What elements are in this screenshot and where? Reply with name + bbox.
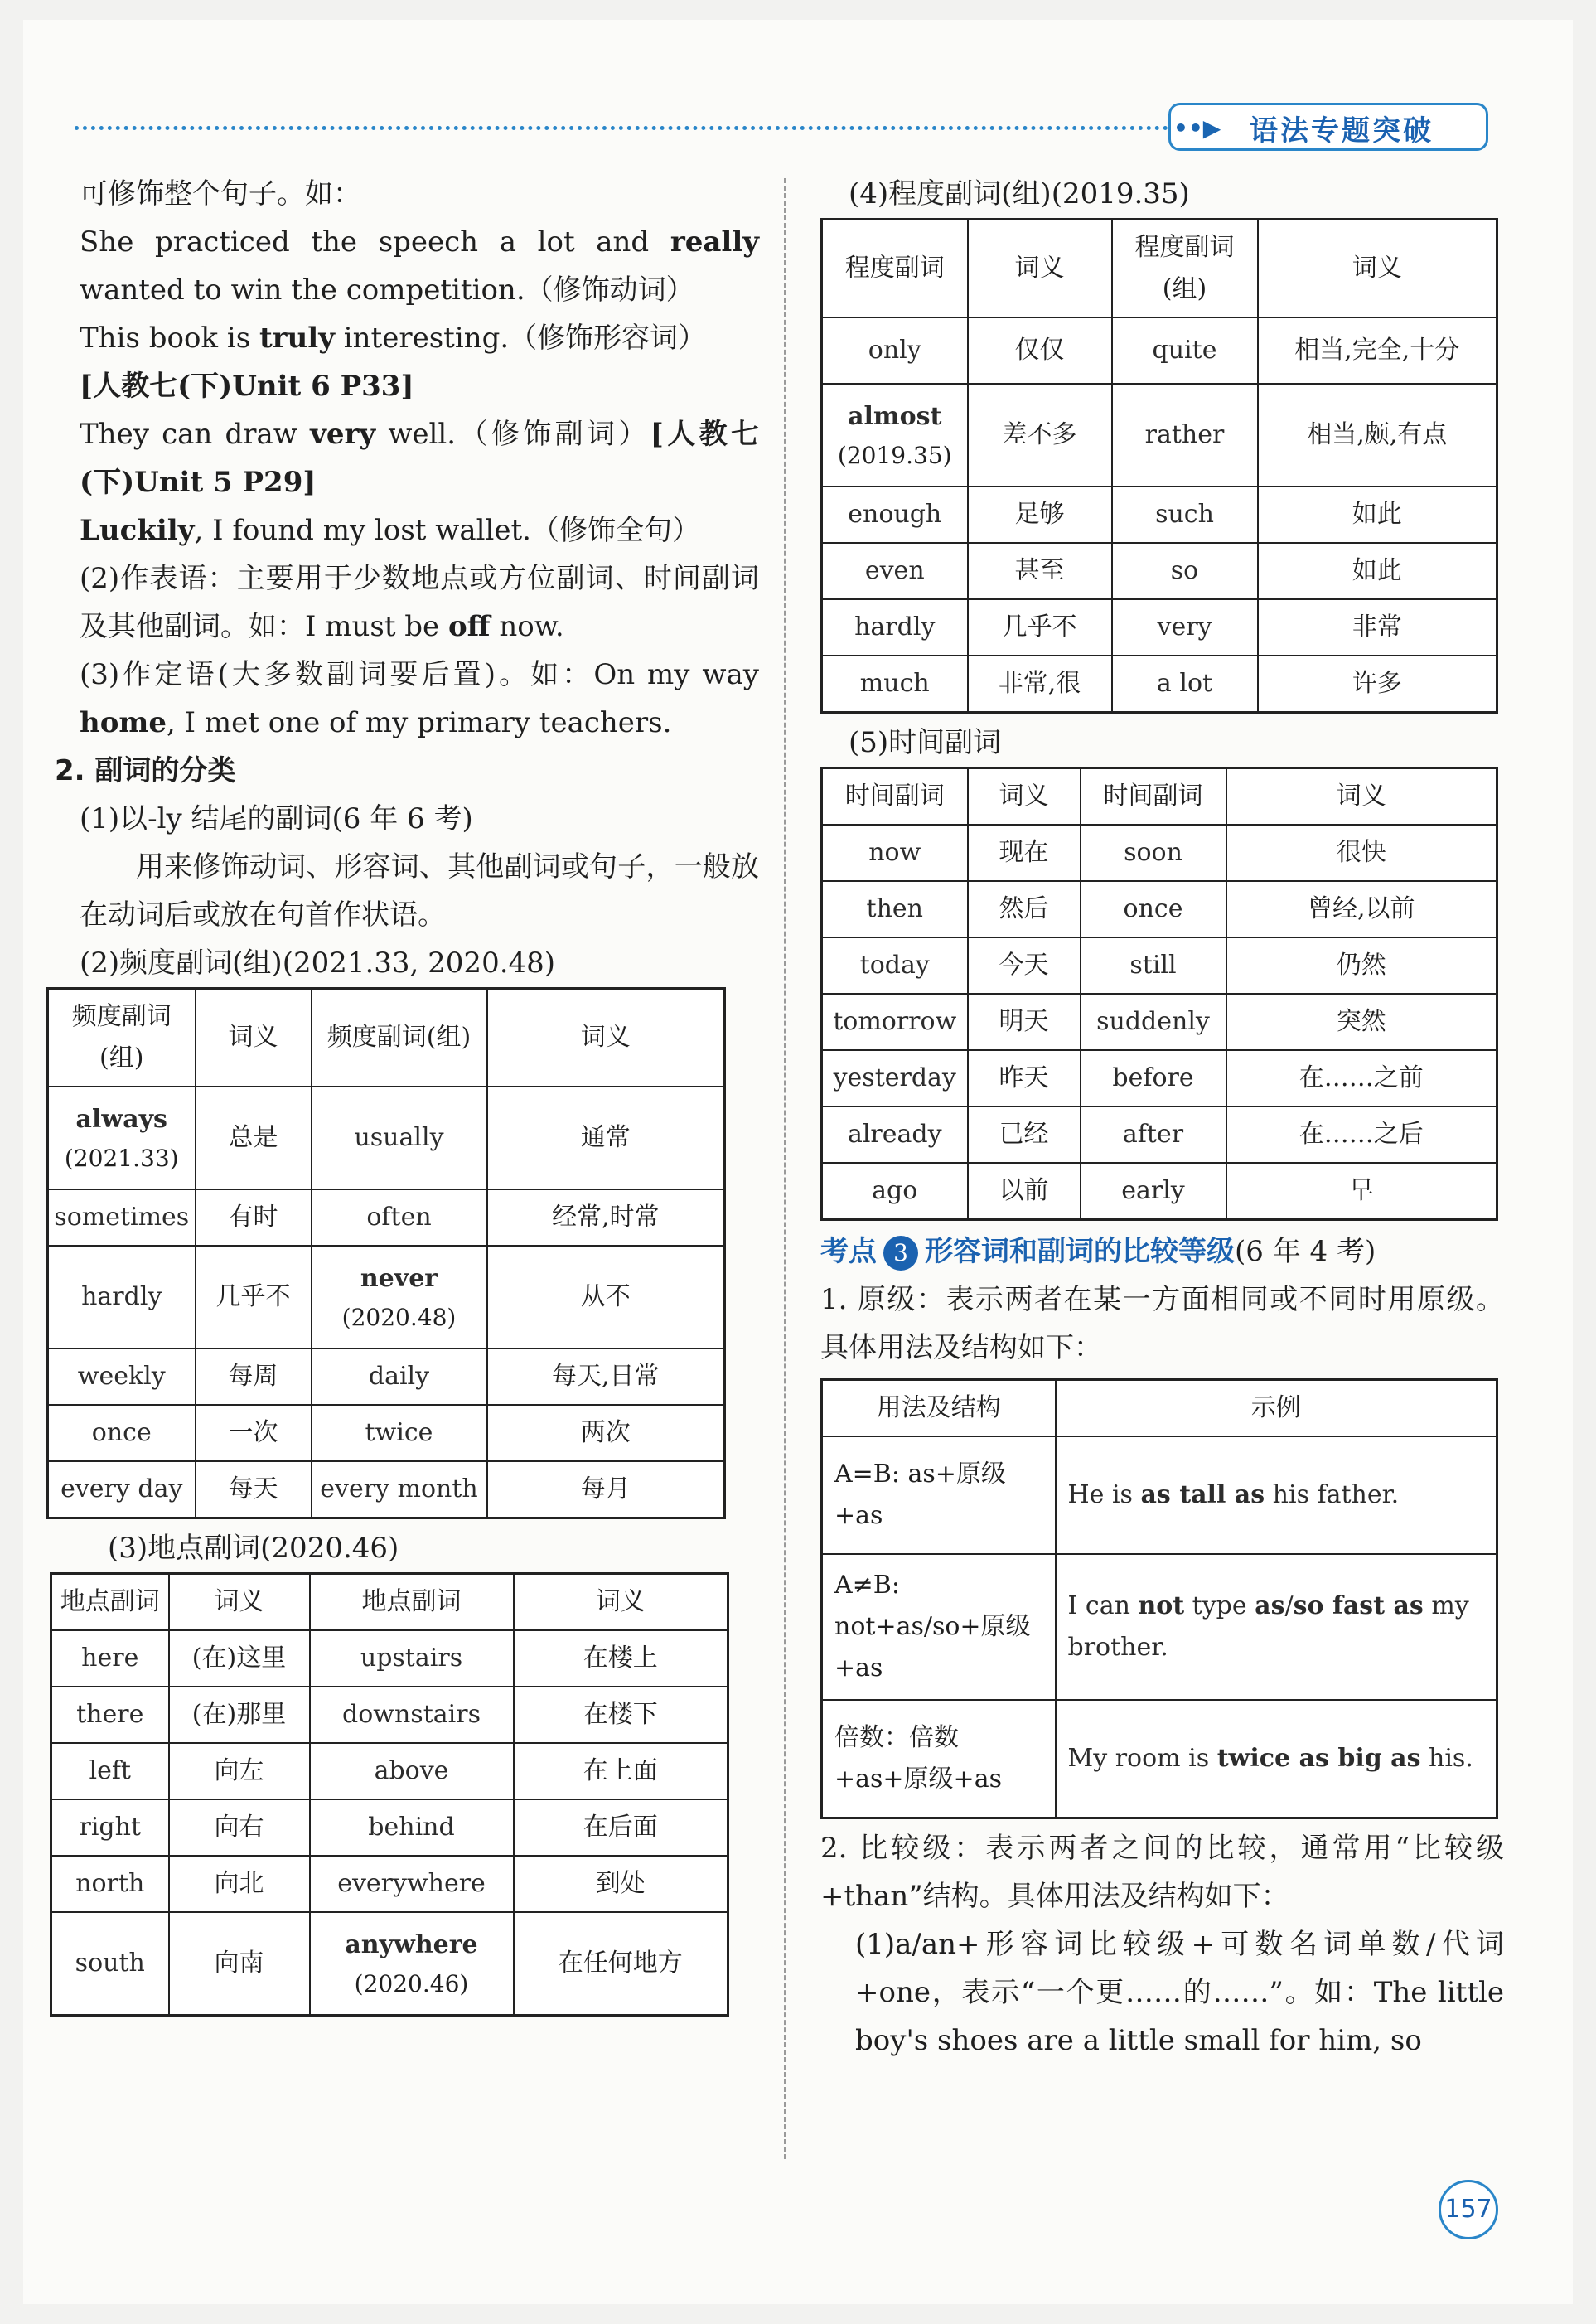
table-row xyxy=(51,1743,728,1799)
table-header: 词义 xyxy=(514,1574,728,1631)
table-header: 频度副词(组) xyxy=(312,989,487,1087)
table-cell: 一次 xyxy=(196,1405,312,1461)
table-cell: 每天,日常 xyxy=(487,1348,725,1405)
subheading: (1)以-ly 结尾的副词(6 年 6 考) xyxy=(80,802,473,835)
table-header: 频度副词(组) xyxy=(48,989,196,1087)
table-cell: very xyxy=(1112,599,1258,656)
key-point-number-badge: 3 xyxy=(883,1236,918,1271)
table-header: 程度副词(组) xyxy=(1112,220,1258,318)
table-cell: right xyxy=(51,1799,169,1856)
table-cell: behind xyxy=(310,1799,514,1856)
table-cell: almost (2019.35) xyxy=(822,384,968,487)
table-cell: 很快 xyxy=(1226,825,1497,881)
table-cell: after xyxy=(1081,1106,1226,1163)
table-row xyxy=(822,994,1497,1050)
table-cell: twice xyxy=(312,1405,487,1461)
table-row xyxy=(48,1087,725,1189)
table-cell: never (2020.48) xyxy=(312,1246,487,1348)
table-cell: hardly xyxy=(48,1246,196,1348)
table-cell: 在……之后 xyxy=(1226,1106,1497,1163)
table-row xyxy=(822,599,1497,656)
textbook-reference: [人教七(下)Unit 6 P33] xyxy=(80,370,414,403)
table-cell: 突然 xyxy=(1226,994,1497,1050)
table-cell: 通常 xyxy=(487,1087,725,1189)
table-cell: 总是 xyxy=(196,1087,312,1189)
table-cell: 在上面 xyxy=(514,1743,728,1799)
header-arrow-icon: ••▶ xyxy=(1173,114,1221,142)
table-cell: 在后面 xyxy=(514,1799,728,1856)
table-header: 示例 xyxy=(1056,1380,1497,1437)
table-cell: 从不 xyxy=(487,1246,725,1348)
table-row xyxy=(48,1405,725,1461)
table-header: 词义 xyxy=(968,768,1081,826)
table-cell: 明天 xyxy=(968,994,1081,1050)
table-cell: A≠B: not+as/so+原级+as xyxy=(822,1554,1056,1700)
table-cell: even xyxy=(822,543,968,599)
table-cell: 到处 xyxy=(514,1856,728,1912)
table-caption: (5)时间副词 xyxy=(849,726,1002,759)
table-cell: 已经 xyxy=(968,1106,1081,1163)
table-cell: left xyxy=(51,1743,169,1799)
table-cell: rather xyxy=(1112,384,1258,487)
table-row xyxy=(822,881,1497,937)
paragraph: 1. 原级：表示两者在某一方面相同或不同时用原级。具体用法及结构如下： xyxy=(820,1283,1504,1364)
table-cell: weekly xyxy=(48,1348,196,1405)
table-cell: before xyxy=(1081,1050,1226,1106)
table-row xyxy=(822,1163,1497,1220)
table-cell: much xyxy=(822,656,968,713)
table-cell: 如此 xyxy=(1258,543,1497,599)
table-row xyxy=(822,543,1497,599)
table-cell: 几乎不 xyxy=(196,1246,312,1348)
table-cell: 在任何地方 xyxy=(514,1912,728,2016)
table-header: 用法及结构 xyxy=(822,1380,1056,1437)
table-cell: My room is twice as big as his. xyxy=(1056,1700,1497,1818)
table-cell: enough xyxy=(822,487,968,543)
table-cell: 足够 xyxy=(968,487,1112,543)
header-title: 语法专题突破 xyxy=(1250,114,1434,148)
table-cell: He is as tall as his father. xyxy=(1056,1436,1497,1554)
paragraph: (1)a/an+形容词比较级+可数名词单数/代词+one，表示“一个更……的……”。如：The little boy's shoes are a little small for him, so xyxy=(855,1927,1504,2057)
table-row xyxy=(822,1436,1497,1554)
table-cell: often xyxy=(312,1189,487,1246)
table-row xyxy=(48,1348,725,1405)
table-cell: above xyxy=(310,1743,514,1799)
table-cell: upstairs xyxy=(310,1630,514,1687)
table-header: 词义 xyxy=(968,220,1112,318)
header-dotted-rule xyxy=(75,126,1168,130)
table-row xyxy=(822,1050,1497,1106)
table-row xyxy=(51,1912,728,2016)
table-cell: every month xyxy=(312,1461,487,1518)
time-adverb-table xyxy=(820,767,1498,1221)
frequency-adverb-table xyxy=(46,987,726,1519)
table-caption: (2)频度副词(组)(2021.33, 2020.48) xyxy=(80,947,556,980)
table-row xyxy=(822,1700,1497,1818)
table-cell: 每天 xyxy=(196,1461,312,1518)
table-row xyxy=(822,384,1497,487)
table-cell: 仅仅 xyxy=(968,317,1112,384)
table-cell: such xyxy=(1112,487,1258,543)
table-row xyxy=(51,1630,728,1687)
table-row xyxy=(48,1189,725,1246)
example-sentence: She practiced the speech a lot and really wanted to win the competition.（修饰动词） xyxy=(80,225,759,307)
table-cell: 早 xyxy=(1226,1163,1497,1220)
table-cell: 现在 xyxy=(968,825,1081,881)
paragraph: (3)作定语(大多数副词要后置)。如：On my way home, I met one of my primary teachers. xyxy=(80,658,759,739)
table-cell: suddenly xyxy=(1081,994,1226,1050)
table-cell: ago xyxy=(822,1163,968,1220)
table-cell: yesterday xyxy=(822,1050,968,1106)
table-row xyxy=(51,1856,728,1912)
table-cell: 今天 xyxy=(968,937,1081,994)
table-cell: 差不多 xyxy=(968,384,1112,487)
table-cell: there xyxy=(51,1687,169,1743)
table-cell: once xyxy=(48,1405,196,1461)
table-cell: quite xyxy=(1112,317,1258,384)
table-cell: A=B: as+原级+as xyxy=(822,1436,1056,1554)
positive-degree-table xyxy=(820,1378,1498,1819)
paragraph: 2. 比较级：表示两者之间的比较，通常用“比较级+than”结构。具体用法及结构如下： xyxy=(820,1831,1504,1913)
table-cell: only xyxy=(822,317,968,384)
table-cell: sometimes xyxy=(48,1189,196,1246)
table-row xyxy=(822,1554,1497,1700)
table-header: 词义 xyxy=(1258,220,1497,318)
table-cell: already xyxy=(822,1106,968,1163)
table-caption: (4)程度副词(组)(2019.35) xyxy=(849,177,1190,211)
example-sentence: They can draw very well.（修饰副词）[人教七(下)Unit 5 P29] xyxy=(80,418,759,499)
table-cell: early xyxy=(1081,1163,1226,1220)
table-cell: 昨天 xyxy=(968,1050,1081,1106)
table-cell: 向北 xyxy=(169,1856,310,1912)
table-cell: 以前 xyxy=(968,1163,1081,1220)
table-cell: 经常,时常 xyxy=(487,1189,725,1246)
table-cell: downstairs xyxy=(310,1687,514,1743)
table-header: 时间副词 xyxy=(822,768,968,826)
table-cell: 仍然 xyxy=(1226,937,1497,994)
paragraph: 可修饰整个句子。如： xyxy=(80,177,361,211)
left-column xyxy=(54,170,759,2017)
table-row xyxy=(48,1461,725,1518)
table-row xyxy=(51,1687,728,1743)
table-cell: 如此 xyxy=(1258,487,1497,543)
table-row xyxy=(822,825,1497,881)
table-cell: south xyxy=(51,1912,169,2016)
table-cell: 向右 xyxy=(169,1799,310,1856)
column-divider xyxy=(784,178,786,2159)
table-row xyxy=(51,1799,728,1856)
table-cell: today xyxy=(822,937,968,994)
table-header: 词义 xyxy=(169,1574,310,1631)
table-cell: 相当,颇,有点 xyxy=(1258,384,1497,487)
table-header: 地点副词 xyxy=(310,1574,514,1631)
right-column xyxy=(820,170,1504,2065)
paragraph: 用来修饰动词、形容词、其他副词或句子，一般放在动词后或放在句首作状语。 xyxy=(80,850,759,932)
table-cell: hardly xyxy=(822,599,968,656)
place-adverb-table xyxy=(50,1572,729,2017)
example-sentence: Luckily, I found my lost wallet.（修饰全句） xyxy=(80,514,700,547)
table-cell: anywhere (2020.46) xyxy=(310,1912,514,2016)
table-cell: north xyxy=(51,1856,169,1912)
table-cell: 倍数：倍数+as+原级+as xyxy=(822,1700,1056,1818)
table-header: 词义 xyxy=(487,989,725,1087)
table-cell: 许多 xyxy=(1258,656,1497,713)
table-cell: once xyxy=(1081,881,1226,937)
table-cell: (在)这里 xyxy=(169,1630,310,1687)
table-cell: 两次 xyxy=(487,1405,725,1461)
table-cell: then xyxy=(822,881,968,937)
table-cell: usually xyxy=(312,1087,487,1189)
table-cell: soon xyxy=(1081,825,1226,881)
table-row xyxy=(822,937,1497,994)
table-cell: 在楼上 xyxy=(514,1630,728,1687)
table-cell: 几乎不 xyxy=(968,599,1112,656)
table-row xyxy=(822,487,1497,543)
table-cell: 非常,很 xyxy=(968,656,1112,713)
table-header: 时间副词 xyxy=(1081,768,1226,826)
section-heading: 2. 副词的分类 xyxy=(55,754,236,787)
table-row xyxy=(822,317,1497,384)
table-cell: I can not type as/so fast as my brother. xyxy=(1056,1554,1497,1700)
table-cell: every day xyxy=(48,1461,196,1518)
paragraph: (2)作表语：主要用于少数地点或方位副词、时间副词及其他副词。如：I must be off now. xyxy=(80,562,759,643)
table-cell: so xyxy=(1112,543,1258,599)
table-row xyxy=(822,1106,1497,1163)
table-cell: tomorrow xyxy=(822,994,968,1050)
table-cell: 在……之前 xyxy=(1226,1050,1497,1106)
table-cell: 甚至 xyxy=(968,543,1112,599)
page-number: 157 xyxy=(1439,2180,1498,2239)
table-row xyxy=(822,656,1497,713)
table-cell: still xyxy=(1081,937,1226,994)
table-cell: 非常 xyxy=(1258,599,1497,656)
table-cell: daily xyxy=(312,1348,487,1405)
table-cell: here xyxy=(51,1630,169,1687)
table-cell: 有时 xyxy=(196,1189,312,1246)
table-header: 词义 xyxy=(196,989,312,1087)
key-point-heading: 考点 3 形容词和副词的比较等级(6 年 4 考) xyxy=(820,1227,1504,1276)
table-cell: 曾经,以前 xyxy=(1226,881,1497,937)
table-cell: 然后 xyxy=(968,881,1081,937)
table-header: 程度副词 xyxy=(822,220,968,318)
example-sentence: This book is truly interesting.（修饰形容词） xyxy=(80,322,707,355)
table-cell: always (2021.33) xyxy=(48,1087,196,1189)
table-header: 地点副词 xyxy=(51,1574,169,1631)
table-cell: a lot xyxy=(1112,656,1258,713)
table-cell: 每周 xyxy=(196,1348,312,1405)
table-row xyxy=(48,1246,725,1348)
table-cell: 在楼下 xyxy=(514,1687,728,1743)
table-cell: 向南 xyxy=(169,1912,310,2016)
table-cell: (在)那里 xyxy=(169,1687,310,1743)
table-cell: 每月 xyxy=(487,1461,725,1518)
table-header: 词义 xyxy=(1226,768,1497,826)
table-cell: everywhere xyxy=(310,1856,514,1912)
table-cell: 相当,完全,十分 xyxy=(1258,317,1497,384)
table-cell: now xyxy=(822,825,968,881)
table-cell: 向左 xyxy=(169,1743,310,1799)
table-caption: (3)地点副词(2020.46) xyxy=(108,1532,399,1565)
degree-adverb-table xyxy=(820,218,1498,714)
